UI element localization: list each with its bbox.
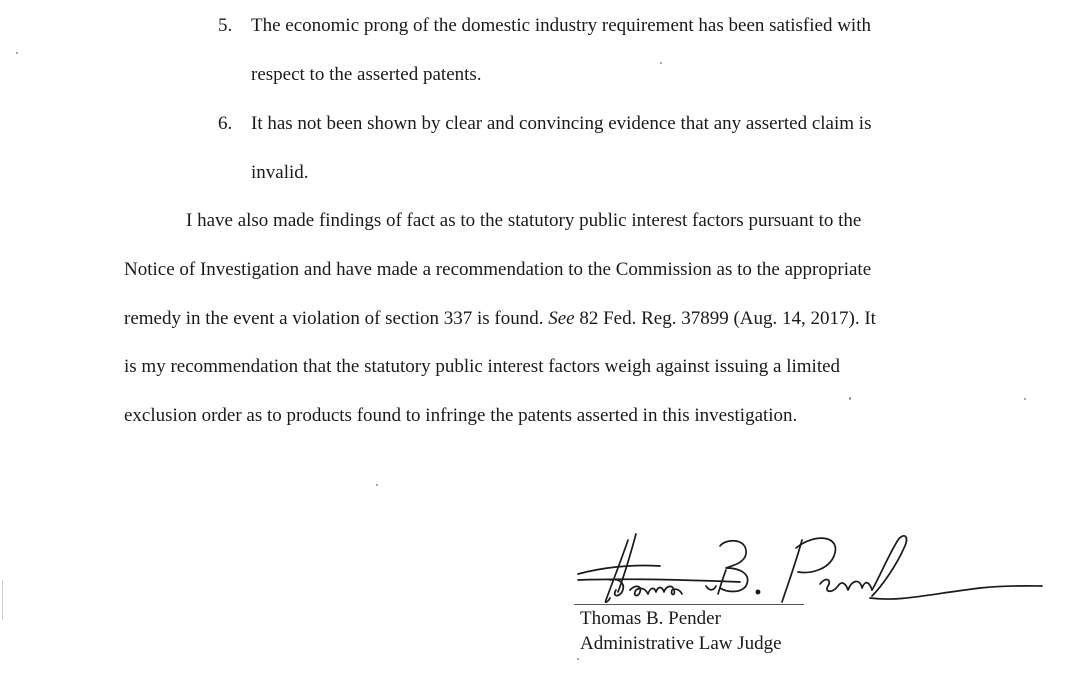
citation-text: 82 Fed. Reg. 37899 (Aug. 14, 2017). It [574, 308, 876, 329]
paragraph-line [124, 307, 876, 331]
finding-number: 6. [218, 113, 233, 134]
scan-speck [1024, 398, 1026, 400]
scan-speck [849, 397, 851, 400]
paragraph-text: remedy in the event a violation of section 337 is found. [124, 308, 549, 329]
finding-text-line: It has not been shown by clear and convincing evidence that any asserted claim is [251, 113, 872, 134]
scan-speck [376, 484, 378, 486]
finding-text-line: invalid. [251, 162, 309, 183]
scan-edge [2, 580, 3, 620]
finding-number: 5. [218, 15, 233, 36]
paragraph-line: I have also made findings of fact as to the statutory public interest factors pursuant to the [186, 210, 862, 231]
handwritten-signature [570, 528, 1050, 608]
finding-text-line: The economic prong of the domestic industry requirement has been satisfied with [251, 15, 871, 36]
signature-underline [574, 604, 804, 605]
signer-title: Administrative Law Judge [580, 633, 782, 654]
scan-speck [16, 52, 18, 54]
scan-speck [660, 62, 662, 64]
citation-signal: See [548, 308, 575, 329]
paragraph-line: Notice of Investigation and have made a recommendation to the Commission as to the appropriate [124, 259, 872, 280]
finding-text-line: respect to the asserted patents. [251, 64, 482, 85]
signer-name: Thomas B. Pender [580, 608, 721, 629]
scan-speck [577, 658, 579, 660]
paragraph-line: is my recommendation that the statutory public interest factors weigh against issuing a limited [124, 356, 841, 377]
paragraph-line: exclusion order as to products found to infringe the patents asserted in this investigation. [124, 405, 798, 426]
